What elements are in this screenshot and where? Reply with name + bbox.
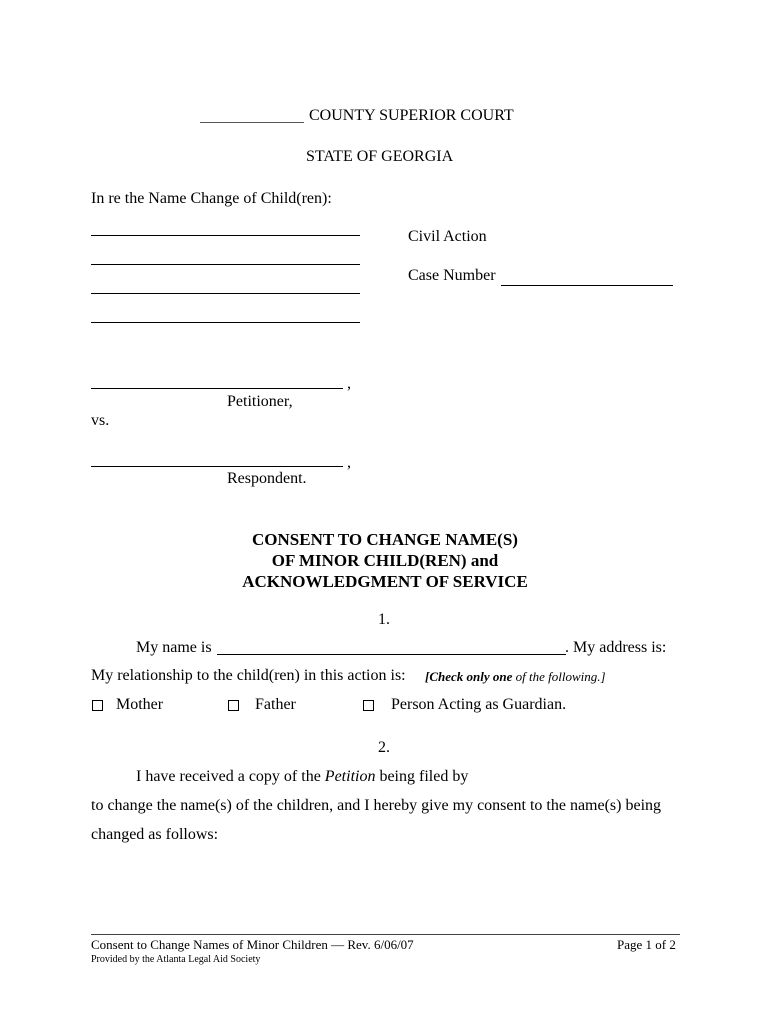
relationship-label: My relationship to the child(ren) in this action is:: [91, 667, 406, 684]
in-re-label: In re the Name Change of Child(ren):: [91, 190, 332, 207]
guardian-option-label: Person Acting as Guardian.: [391, 696, 567, 713]
petitioner-name-blank[interactable]: [91, 388, 343, 389]
respondent-label: Respondent.: [227, 470, 307, 487]
respondent-comma: ,: [347, 454, 351, 471]
child-name-blank-3[interactable]: [91, 293, 360, 294]
versus-label: vs.: [91, 412, 110, 429]
document-title-line-3: ACKNOWLEDGMENT OF SERVICE: [242, 572, 528, 591]
respondent-name-blank[interactable]: [91, 466, 343, 467]
child-name-blank-4[interactable]: [91, 322, 360, 323]
check-instruction-bold: [Check only one: [425, 669, 513, 684]
footer-form-title: Consent to Change Names of Minor Children — Rev. 6/06/07: [91, 937, 414, 952]
received-copy-text: [136, 768, 468, 786]
consent-text-line: to change the name(s) of the children, and I hereby give my consent to the name(s) being: [91, 797, 662, 814]
received-copy-suffix: being filed by: [379, 768, 469, 785]
father-checkbox[interactable]: [228, 700, 239, 711]
my-address-label: . My address is:: [565, 639, 667, 656]
received-copy-prefix: I have received a copy of the: [136, 768, 321, 785]
guardian-checkbox[interactable]: [363, 700, 374, 711]
petition-term: Petition: [324, 768, 376, 785]
father-option-label: Father: [255, 696, 296, 713]
state-heading: STATE OF GEORGIA: [306, 148, 454, 165]
petitioner-comma: ,: [347, 375, 351, 392]
civil-action-label: Civil Action: [408, 228, 487, 245]
my-name-blank[interactable]: [217, 654, 566, 655]
mother-checkbox[interactable]: [92, 700, 103, 711]
section-1-number: 1.: [378, 611, 390, 628]
document-title-line-1: CONSENT TO CHANGE NAME(S): [252, 530, 518, 549]
changed-as-follows-text: changed as follows:: [91, 826, 219, 843]
case-number-label: Case Number: [408, 267, 496, 284]
child-name-blank-2[interactable]: [91, 264, 360, 265]
my-name-label: My name is: [136, 639, 212, 656]
footer-page-number: Page 1 of 2: [617, 937, 676, 952]
check-instruction: [425, 669, 606, 685]
document-title-line-2: OF MINOR CHILD(REN) and: [271, 551, 499, 570]
mother-option-label: Mother: [116, 696, 164, 713]
check-instruction-rest: of the following.]: [515, 669, 606, 684]
county-name-blank[interactable]: [200, 122, 304, 123]
section-2-number: 2.: [378, 739, 390, 756]
petitioner-label: Petitioner,: [227, 393, 293, 410]
court-heading: COUNTY SUPERIOR COURT: [309, 107, 514, 124]
footer-divider: [91, 934, 680, 935]
case-number-blank[interactable]: [501, 285, 673, 286]
footer-provided-by: Provided by the Atlanta Legal Aid Society: [91, 954, 261, 965]
child-name-blank-1[interactable]: [91, 235, 360, 236]
